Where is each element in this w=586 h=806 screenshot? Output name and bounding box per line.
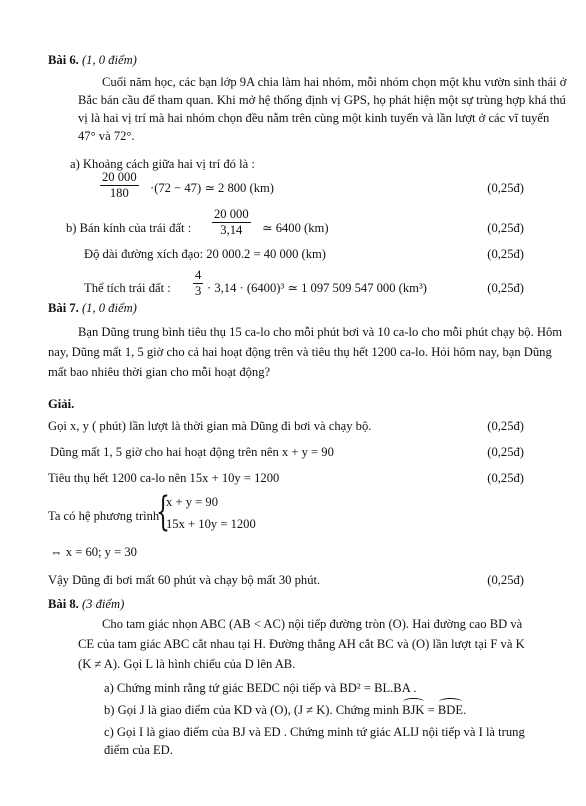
bai6-b-expr: ≃ 6400 (km) xyxy=(262,221,329,235)
system-eq-1: x + y = 90 xyxy=(166,495,218,509)
bai6-b-den: 3,14 xyxy=(220,223,243,237)
bai7-line-3: Tiêu thụ hết 1200 ca-lo nên 15x + 10y = 1200 xyxy=(48,471,280,485)
bai8-question-c-line-2: điểm của ED. xyxy=(104,743,173,757)
bai6-para-line-1: Cuối năm học, các bạn lớp 9A chia làm hai nhóm, mỗi nhóm chọn một khu vườn sinh thái ở xyxy=(102,75,567,89)
bai6-score: (1, 0 điểm) xyxy=(81,53,137,67)
bai6-d-expr: · 3,14 · (6400)³ ≃ 1 097 509 547 000 (km³) xyxy=(207,281,427,295)
bai7-score-1: (0,25đ) xyxy=(487,419,524,433)
system-brace: { xyxy=(156,489,170,535)
arc-bjk: BJK xyxy=(402,703,425,717)
bai7-line-2: Dũng mất 1, 5 giờ cho hai hoạt động trên nên x + y = 90 xyxy=(50,445,334,459)
bai6-a-den: 180 xyxy=(109,186,129,200)
bai8-question-b xyxy=(104,702,466,718)
bai7-solution-heading: Giải. xyxy=(48,397,75,411)
bai8-para-line-1: Cho tam giác nhọn ABC (AB < AC) nội tiếp đường tròn (O). Hai đường cao BD và xyxy=(102,617,523,631)
bai6-score-b: (0,25đ) xyxy=(487,221,524,235)
bai8-question-a: a) Chứng minh rằng tứ giác BEDC nội tiếp và BD² = BL.BA . xyxy=(104,681,417,695)
bai7-system-label: Ta có hệ phương trình xyxy=(48,509,160,523)
bai7-score-3: (0,25đ) xyxy=(487,471,524,485)
bai8-qb-end: . xyxy=(463,703,467,717)
arc-bde: BDE xyxy=(437,703,464,717)
bai7-para-line-1: Bạn Dũng trung bình tiêu thụ 15 ca-lo cho mỗi phút bơi và 10 ca-lo cho mỗi phút chạy bộ. Hôm xyxy=(78,325,563,339)
bai8-para-line-2: CE của tam giác ABC cắt nhau tại H. Đường thẳng AH cắt BC và (O) lần lượt tại F và K xyxy=(78,637,525,651)
bai6-a-expr: ·(72 − 47) ≃ 2 800 (km) xyxy=(150,181,274,195)
bai6-title: Bài 6. xyxy=(48,53,79,67)
bai7-title: Bài 7. xyxy=(48,301,79,315)
bai7-line-5: ⇔ x = 60; y = 30 xyxy=(50,545,137,559)
bai6-b-num: 20 000 xyxy=(214,207,249,221)
bai6-para-line-3: vị là hai vị trí mà hai nhóm chọn đều nằm trên cùng một kinh tuyến và lần lượt ở các vĩ tuyến xyxy=(78,111,550,125)
bai8-para-line-3: (K ≠ A). Gọi L là hình chiếu của D lên AB. xyxy=(78,657,296,671)
bai6-para-line-4: 47° và 72°. xyxy=(78,129,135,143)
bai6-d-label: Thể tích trái đất : xyxy=(84,281,171,295)
bai6-a-label: a) Khoảng cách giữa hai vị trí đó là : xyxy=(70,157,255,171)
bai6-c-line: Độ dài đường xích đạo: 20 000.2 = 40 000 (km) xyxy=(84,247,326,261)
bai8-qb-text: b) Gọi J là giao điểm của KD và (O), (J ≠ K). Chứng minh xyxy=(104,703,403,717)
bai7-para-line-2: nay, Dũng mất 1, 5 giờ cho cả hai hoạt động trên và tiêu thụ hết 1200 ca-lo. Hỏi hôm nay, bạn Dũng xyxy=(48,345,552,359)
bai6-b-label: b) Bán kính của trái đất : xyxy=(66,221,192,235)
bai7-score-6: (0,25đ) xyxy=(487,573,524,587)
bai7-line-1: Gọi x, y ( phút) lần lượt là thời gian mà Dũng đi bơi và chạy bộ. xyxy=(48,419,372,433)
bai8-question-c-line-1: c) Gọi I là giao điểm của BJ và ED . Chứng minh tứ giác ALIJ nội tiếp và I là trung xyxy=(104,725,525,739)
bai8-qb-eq: = xyxy=(424,703,438,717)
bai8-heading xyxy=(48,596,124,612)
bai6-b-fraction xyxy=(212,207,251,238)
bai6-score-c: (0,25đ) xyxy=(487,247,524,261)
bai6-a-fraction xyxy=(100,170,139,201)
bai6-score-d: (0,25đ) xyxy=(487,281,524,295)
bai6-a-num: 20 000 xyxy=(102,170,137,184)
bai6-para-line-2: Bắc bán cầu để tham quan. Khi mở hệ thống định vị GPS, họ phát hiện một sự trùng hợp khá thú xyxy=(78,93,566,107)
bai6-d-den: 3 xyxy=(195,284,202,298)
bai7-para-line-3: mất bao nhiêu thời gian cho mỗi hoạt động? xyxy=(48,365,271,379)
bai7-score-2: (0,25đ) xyxy=(487,445,524,459)
bai7-line-6: Vậy Dũng đi bơi mất 60 phút và chạy bộ mất 30 phút. xyxy=(48,573,321,587)
bai6-heading xyxy=(48,52,137,68)
bai6-score-a: (0,25đ) xyxy=(487,181,524,195)
bai8-title: Bài 8. xyxy=(48,597,79,611)
bai6-d-fraction xyxy=(193,268,203,299)
bai6-d-num: 4 xyxy=(195,268,202,282)
bai7-heading xyxy=(48,300,137,316)
bai7-score: (1, 0 điểm) xyxy=(81,301,137,315)
system-eq-2: 15x + 10y = 1200 xyxy=(166,517,256,531)
bai8-score: (3 điểm) xyxy=(81,597,125,611)
